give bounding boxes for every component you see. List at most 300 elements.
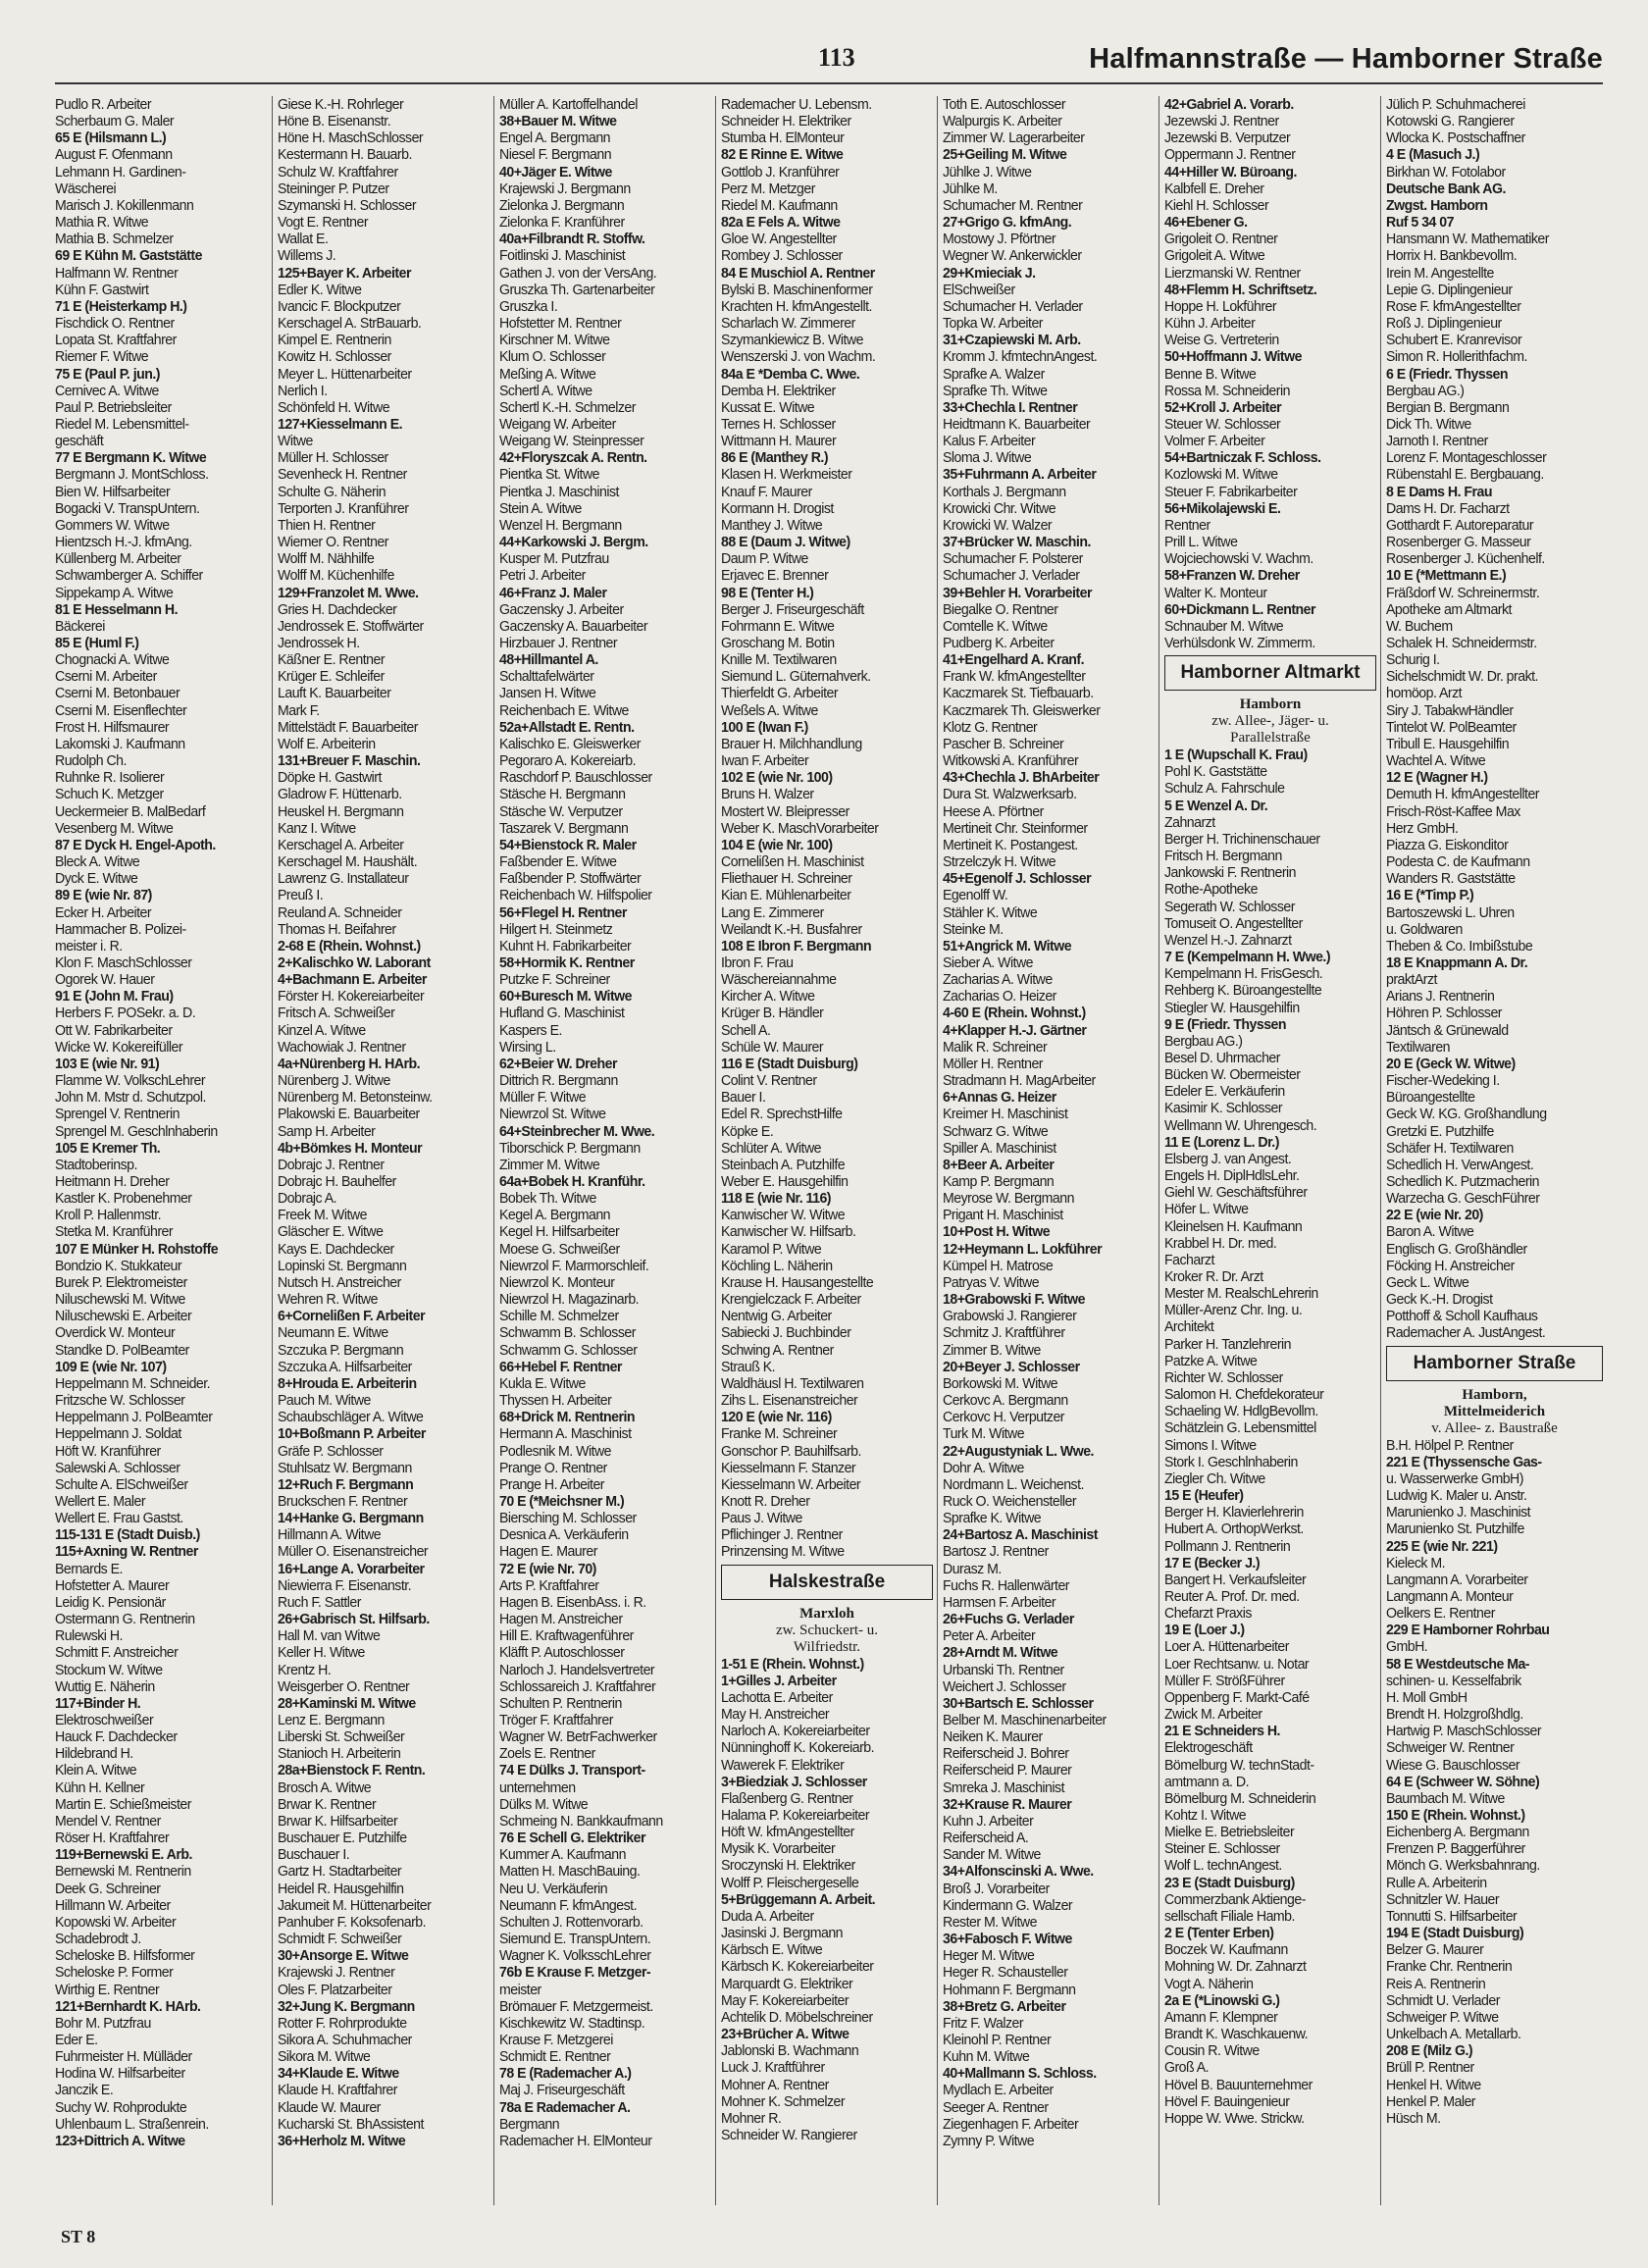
house-number-entry: 89 E (wie Nr. 87)	[55, 887, 152, 904]
resident-entry: Vogt A. Näherin	[1164, 1975, 1254, 1992]
resident-entry: Bien W. Hilfsarbeiter	[55, 483, 171, 500]
resident-entry: Nünninghoff K. Kokereiarb.	[721, 1739, 875, 1757]
resident-entry: Sander M. Witwe	[943, 1846, 1041, 1864]
resident-entry: Hövel B. Bauunternehmer	[1164, 2076, 1313, 2093]
resident-entry: Röser H. Kraftfahrer	[55, 1830, 170, 1847]
resident-entry: Brüll P. Rentner	[1386, 2059, 1474, 2077]
resident-entry: Dobrajc A.	[278, 1190, 337, 1208]
house-number-entry: 4a+Nürenberg H. HArb.	[278, 1055, 421, 1072]
resident-entry: Kuhnt H. Fabrikarbeiter	[499, 937, 632, 954]
resident-entry: Möller H. Rentner	[943, 1055, 1043, 1072]
resident-entry: Oppenberg F. Markt-Café	[1164, 1688, 1310, 1706]
resident-entry: Hirzbauer J. Rentner	[499, 635, 618, 651]
resident-entry: Szczuka A. Hilfsarbeiter	[278, 1358, 412, 1375]
resident-entry: Wellmann W. Uhrengesch.	[1164, 1116, 1317, 1134]
resident-entry: Gotthardt F. Autoreparatur	[1386, 516, 1534, 534]
resident-entry: Krengielczack F. Arbeiter	[721, 1291, 861, 1309]
resident-entry: Pauch M. Witwe	[278, 1392, 371, 1410]
resident-entry: Textilwaren	[1386, 1038, 1451, 1056]
house-number-entry: 42+Floryszcak A. Rentn.	[499, 449, 647, 467]
resident-entry: Mathia B. Schmelzer	[55, 231, 174, 248]
resident-entry: Neiken K. Maurer	[943, 1728, 1043, 1746]
resident-entry: Reichenbach E. Witwe	[499, 701, 629, 719]
resident-entry: Durasz M.	[943, 1560, 1002, 1577]
resident-entry: Hansmann W. Mathematiker	[1386, 231, 1549, 248]
resident-entry: Berger H. Klavierlehrerin	[1164, 1504, 1304, 1521]
house-number-entry: 194 E (Stadt Duisburg)	[1386, 1925, 1524, 1942]
resident-entry: Sevenheck H. Rentner	[278, 466, 407, 484]
resident-entry: Kormann H. Drogist	[721, 499, 834, 517]
resident-entry: Edel R. SprechstHilfe	[721, 1106, 843, 1123]
resident-entry: Kestermann H. Bauarb.	[278, 146, 412, 164]
house-number-entry: 27+Grigo G. kfmAng.	[943, 214, 1072, 232]
resident-entry: Arians J. Rentnerin	[1386, 988, 1495, 1005]
resident-entry: Krowicki Chr. Witwe	[943, 499, 1056, 517]
resident-entry: Niesel F. Bergmann	[499, 146, 612, 164]
resident-entry: Kärbsch E. Witwe	[721, 1941, 823, 1959]
resident-entry: Putzke F. Schreiner	[499, 971, 610, 989]
resident-entry: Marquardt G. Elektriker	[721, 1975, 853, 1992]
resident-entry: Baumbach M. Witwe	[1386, 1789, 1505, 1807]
house-number-entry: 32+Krause R. Maurer	[943, 1795, 1072, 1813]
resident-entry: Kussat E. Witwe	[721, 398, 815, 416]
resident-entry: Stanioch H. Arbeiterin	[278, 1745, 401, 1763]
resident-entry: Niewierra F. Eisenanstr.	[278, 1576, 412, 1594]
house-number-entry: 38+Bauer M. Witwe	[499, 113, 617, 130]
resident-entry: Theben & Co. Imbißstube	[1386, 937, 1533, 954]
resident-entry: Weigang W. Arbeiter	[499, 415, 616, 433]
house-number-entry: 41+Engelhard A. Kranf.	[943, 651, 1085, 669]
resident-entry: Scheloske P. Former	[55, 1964, 174, 1982]
column-divider	[937, 96, 938, 2205]
resident-entry: Jendrossek E. Stoffwärter	[278, 617, 424, 635]
resident-entry: Müller H. Schlosser	[278, 449, 388, 467]
resident-entry: Hientzsch H.-J. kfmAng.	[55, 534, 192, 551]
resident-entry: Kopowski W. Arbeiter	[55, 1913, 177, 1931]
resident-entry: Tonnutti S. Hilfsarbeiter	[1386, 1907, 1518, 1925]
resident-entry: Kläfft P. Autoschlosser	[499, 1644, 625, 1662]
resident-entry: Stiegler W. Hausgehilfin	[1164, 999, 1300, 1016]
resident-entry: Korthals J. Bergmann	[943, 483, 1066, 500]
house-number-entry: 4b+Bömkes H. Monteur	[278, 1139, 423, 1157]
resident-entry: Jendrossek H.	[278, 635, 360, 651]
house-number-entry: 48+Hillmantel A.	[499, 651, 598, 669]
house-number-entry: Zwgst. Hamborn	[1386, 196, 1488, 214]
resident-entry: Foitlinski J. Maschinist	[499, 247, 626, 265]
resident-entry: Oles F. Platzarbeiter	[278, 1981, 392, 1998]
resident-entry: Ternes H. Schlosser	[721, 415, 836, 433]
resident-entry: Mittelstädt F. Bauarbeiter	[278, 718, 418, 736]
resident-entry: Topka W. Arbeiter	[943, 315, 1043, 333]
resident-entry: Manthey J. Witwe	[721, 516, 823, 534]
resident-entry: Schmeing N. Bankkaufmann	[499, 1812, 663, 1830]
house-number-entry: 77 E Bergmann K. Witwe	[55, 449, 207, 467]
resident-entry: Ecker H. Arbeiter	[55, 903, 152, 921]
resident-entry: Rudolph Ch.	[55, 752, 127, 770]
resident-entry: Smreka J. Maschinist	[943, 1778, 1064, 1796]
resident-entry: Grigoleit O. Rentner	[1164, 231, 1278, 248]
resident-entry: Geck L. Witwe	[1386, 1273, 1469, 1291]
resident-entry: Neumann F. kfmAngest.	[499, 1896, 637, 1914]
resident-entry: Mendel V. Rentner	[55, 1812, 161, 1830]
resident-entry: Achtelik D. Möbelschreiner	[721, 2008, 873, 2026]
resident-entry: praktArzt	[1386, 971, 1437, 989]
house-number-entry: 36+Fabosch F. Witwe	[943, 1931, 1072, 1948]
resident-entry: Nürenberg J. Witwe	[278, 1072, 390, 1090]
resident-entry: Gretzki E. Putzhilfe	[1386, 1122, 1494, 1140]
resident-entry: Lepie G. Diplingenieur	[1386, 281, 1513, 298]
resident-entry: Hagen M. Anstreicher	[499, 1611, 623, 1628]
resident-entry: Brömauer F. Metzgermeist.	[499, 1997, 653, 2015]
resident-entry: Chefarzt Praxis	[1164, 1605, 1252, 1623]
resident-entry: Besel D. Uhrmacher	[1164, 1049, 1280, 1066]
house-number-entry: 43+Chechla J. BhArbeiter	[943, 769, 1100, 787]
house-number-entry: 2a E (*Linowski G.)	[1164, 1991, 1280, 2009]
house-number-entry: 15 E (Heufer)	[1164, 1487, 1244, 1505]
resident-entry: Büroangestellte	[1386, 1089, 1475, 1107]
resident-entry: Warzecha G. GeschFührer	[1386, 1190, 1540, 1208]
house-number-entry: 9 E (Friedr. Thyssen	[1164, 1015, 1287, 1033]
resident-entry: Langmann A. Vorarbeiter	[1386, 1571, 1528, 1588]
resident-entry: Jakumeit M. Hüttenarbeiter	[278, 1896, 432, 1914]
resident-entry: Sabiecki J. Buchbinder	[721, 1324, 851, 1342]
resident-entry: Weichert J. Schlosser	[943, 1677, 1066, 1695]
resident-entry: Sprengel V. Rentnerin	[55, 1106, 180, 1123]
resident-entry: Knott R. Dreher	[721, 1492, 810, 1510]
resident-entry: Turk M. Witwe	[943, 1425, 1025, 1443]
resident-entry: Elektroschweißer	[55, 1712, 154, 1728]
house-number-entry: 4+Bachmann E. Arbeiter	[278, 971, 427, 989]
house-number-entry: 84 E Muschiol A. Rentner	[721, 264, 875, 282]
resident-entry: Keller H. Witwe	[278, 1644, 365, 1662]
resident-entry: Sroczynski H. Elektriker	[721, 1857, 855, 1875]
resident-entry: Pohl K. Gaststätte	[1164, 763, 1267, 781]
resident-entry: Heitmann H. Dreher	[55, 1173, 170, 1190]
house-number-entry: 31+Czapiewski M. Arb.	[943, 332, 1081, 349]
resident-entry: Jühlke J. Witwe	[943, 163, 1032, 180]
resident-entry: Benne B. Witwe	[1164, 365, 1257, 383]
resident-entry: Irein M. Angestellte	[1386, 264, 1494, 282]
resident-entry: u. Wasserwerke GmbH)	[1386, 1469, 1523, 1487]
house-number-entry: 100 E (Iwan F.)	[721, 718, 808, 736]
house-number-entry: 33+Chechla I. Rentner	[943, 398, 1078, 416]
resident-entry: Malik R. Schreiner	[943, 1038, 1048, 1056]
house-number-entry: 7 E (Kempelmann H. Wwe.)	[1164, 949, 1331, 966]
resident-entry: Pudlo R. Arbeiter	[55, 96, 152, 113]
house-number-entry: 34+Alfonscinski A. Wwe.	[943, 1863, 1094, 1881]
resident-entry: Stadtoberinsp.	[55, 1156, 137, 1173]
resident-entry: Wittmann H. Maurer	[721, 433, 837, 450]
resident-entry: Oppermann J. Rentner	[1164, 146, 1296, 164]
resident-entry: Sprafke A. Walzer	[943, 365, 1045, 383]
resident-entry: Gläscher E. Witwe	[278, 1223, 384, 1241]
resident-entry: Nentwig G. Arbeiter	[721, 1308, 832, 1325]
resident-entry: Kimpel E. Rentnerin	[278, 332, 391, 349]
house-number-entry: 8+Beer A. Arbeiter	[943, 1156, 1055, 1173]
resident-entry: Thyssen H. Arbeiter	[499, 1392, 612, 1410]
resident-entry: Rademacher U. Lebensm.	[721, 96, 872, 113]
resident-entry: Krajewski J. Rentner	[278, 1964, 395, 1982]
resident-entry: Schulz A. Fahrschule	[1164, 780, 1285, 798]
resident-entry: Riedel M. Lebensmittel-	[55, 415, 189, 433]
house-number-entry: 48+Flemm H. Schriftsetz.	[1164, 281, 1317, 298]
resident-entry: Krabbel H. Dr. med.	[1164, 1234, 1277, 1252]
resident-entry: meister i. R.	[55, 937, 123, 954]
house-number-entry: 50+Hoffmann J. Witwe	[1164, 348, 1302, 366]
resident-entry: Weber E. Hausgehilfin	[721, 1173, 849, 1190]
house-number-entry: 12+Heymann L. Lokführer	[943, 1240, 1103, 1258]
resident-entry: Tintelot W. PolBeamter	[1386, 718, 1517, 736]
house-number-entry: 72 E (wie Nr. 70)	[499, 1560, 596, 1577]
resident-entry: Sprafke K. Witwe	[943, 1510, 1042, 1527]
resident-entry: amtmann a. D.	[1164, 1773, 1249, 1790]
house-number-entry: 68+Drick M. Rentnerin	[499, 1409, 636, 1426]
resident-entry: Rulle A. Arbeiterin	[1386, 1874, 1487, 1891]
resident-entry: Waldhäusl H. Textilwaren	[721, 1374, 864, 1392]
house-number-entry: 28+Kaminski M. Witwe	[278, 1694, 416, 1712]
resident-entry: Egenolff W.	[943, 887, 1008, 904]
resident-entry: Jäntsch & Grünewald	[1386, 1021, 1509, 1039]
resident-entry: Arts P. Kraftfahrer	[499, 1576, 599, 1594]
resident-entry: Eichenberg A. Bergmann	[1386, 1824, 1529, 1841]
resident-entry: Höfer L. Witwe	[1164, 1201, 1249, 1218]
resident-entry: Wegner W. Ankerwickler	[943, 247, 1082, 265]
resident-entry: Stäsche H. Bergmann	[499, 786, 626, 803]
resident-entry: Geck W. KG. Großhandlung	[1386, 1106, 1547, 1123]
resident-entry: Gathen J. von der VersAng.	[499, 264, 657, 282]
resident-entry: Küllenberg M. Arbeiter	[55, 550, 181, 568]
resident-entry: Hufland G. Maschinist	[499, 1005, 625, 1022]
resident-entry: Kalus F. Arbeiter	[943, 433, 1036, 450]
house-number-entry: 6+Cornelißen F. Arbeiter	[278, 1308, 426, 1325]
resident-entry: Kaczmarek St. Tiefbauarb.	[943, 685, 1094, 702]
resident-entry: Salewski A. Schlosser	[55, 1459, 180, 1476]
resident-entry: Schätzlein G. Lebensmittel	[1164, 1419, 1316, 1437]
resident-entry: Fritz F. Walzer	[943, 2014, 1024, 2032]
house-number-entry: 87 E Dyck H. Engel-Apoth.	[55, 836, 216, 853]
resident-entry: Schwarz G. Witwe	[943, 1122, 1049, 1140]
resident-entry: Faßbender E. Witwe	[499, 853, 617, 871]
resident-entry: Comtelle K. Witwe	[943, 617, 1048, 635]
resident-entry: Zimmer W. Lagerarbeiter	[943, 129, 1085, 147]
resident-entry: Bergmann	[499, 2115, 560, 2133]
resident-entry: Sprengel M. Geschlnhaberin	[55, 1122, 218, 1140]
house-number-entry: 24+Bartosz A. Maschinist	[943, 1526, 1098, 1544]
house-number-entry: 56+Flegel H. Rentner	[499, 903, 627, 921]
resident-entry: Kiesselmann F. Stanzer	[721, 1459, 856, 1476]
house-number-entry: 115-131 E (Stadt Duisb.)	[55, 1526, 200, 1544]
resident-entry: Kärbsch K. Kokereiarbeiter	[721, 1958, 874, 1976]
resident-entry: Föcking H. Anstreicher	[1386, 1257, 1515, 1274]
resident-entry: Baron A. Witwe	[1386, 1223, 1474, 1241]
resident-entry: Höne H. MaschSchlosser	[278, 129, 424, 147]
house-number-entry: 71 E (Heisterkamp H.)	[55, 297, 187, 315]
resident-entry: Perz M. Metzger	[721, 180, 815, 197]
house-number-entry: 75 E (Paul P. jun.)	[55, 365, 160, 383]
house-number-entry: 16+Lange A. Vorarbeiter	[278, 1560, 425, 1577]
resident-entry: Cserni M. Arbeiter	[55, 668, 157, 686]
resident-entry: Hüsch M.	[1386, 2109, 1441, 2127]
resident-entry: H. Moll GmbH	[1386, 1688, 1468, 1706]
resident-entry: Zacharias O. Heizer	[943, 988, 1056, 1005]
resident-entry: Buschauer I.	[278, 1846, 350, 1864]
resident-entry: Mark F.	[278, 701, 320, 719]
resident-entry: Kuhn J. Arbeiter	[943, 1812, 1034, 1830]
resident-entry: Raschdorf P. Bauschlosser	[499, 769, 652, 787]
resident-entry: Belber M. Maschinenarbeiter	[943, 1712, 1107, 1728]
resident-entry: Schulte G. Näherin	[278, 483, 386, 500]
resident-entry: Niluschewski M. Witwe	[55, 1291, 185, 1309]
resident-entry: Gloe W. Angestellter	[721, 231, 837, 248]
header-rule	[55, 82, 1603, 84]
resident-entry: Narloch J. Handelsvertreter	[499, 1661, 655, 1678]
resident-entry: Groschang M. Botin	[721, 635, 835, 651]
resident-entry: Maj J. Friseurgeschäft	[499, 2082, 625, 2099]
resident-entry: Walpurgis K. Arbeiter	[943, 113, 1062, 130]
street-heading: Halskestraße	[721, 1565, 933, 1600]
resident-entry: Wiese G. Bauschlosser	[1386, 1756, 1520, 1774]
resident-entry: Cerkovc H. Verputzer	[943, 1409, 1065, 1426]
resident-entry: Kusper M. Putzfrau	[499, 550, 609, 568]
resident-entry: Simon R. Hollerithfachm.	[1386, 348, 1527, 366]
house-number-entry: 107 E Münker H. Rohstoffe	[55, 1240, 219, 1258]
resident-entry: Kanwischer W. Hilfsarb.	[721, 1223, 856, 1241]
resident-entry: Sprafke Th. Witwe	[943, 382, 1048, 399]
resident-entry: Geck K.-H. Drogist	[1386, 1291, 1493, 1309]
house-number-entry: 64 E (Schweer W. Söhne)	[1386, 1773, 1540, 1790]
directory-column-5	[943, 96, 1155, 2205]
resident-entry: Kirschner M. Witwe	[499, 332, 610, 349]
resident-entry: Steinke M.	[943, 920, 1004, 938]
resident-entry: Buschauer E. Putzhilfe	[278, 1830, 407, 1847]
resident-entry: W. Buchem	[1386, 617, 1453, 635]
resident-entry: Wehren R. Witwe	[278, 1291, 378, 1309]
house-number-entry: 82 E Rinne E. Witwe	[721, 146, 844, 164]
resident-entry: unternehmen	[499, 1778, 576, 1796]
resident-entry: Sichelschmidt W. Dr. prakt.	[1386, 668, 1538, 686]
resident-entry: Vogt E. Rentner	[278, 214, 369, 232]
resident-entry: Kreimer H. Maschinist	[943, 1106, 1068, 1123]
resident-entry: Cserni M. Eisenflechter	[55, 701, 187, 719]
resident-entry: Schadebrodt J.	[55, 1931, 141, 1948]
resident-entry: Bäckerei	[55, 617, 105, 635]
resident-entry: Ziegenhagen F. Arbeiter	[943, 2115, 1079, 2133]
house-number-entry: 65 E (Hilsmann L.)	[55, 129, 167, 147]
resident-entry: Kircher A. Witwe	[721, 988, 815, 1005]
resident-entry: Siemund L. Güternahverk.	[721, 668, 871, 686]
house-number-entry: 117+Binder H.	[55, 1694, 141, 1712]
resident-entry: Bruns H. Walzer	[721, 786, 814, 803]
resident-entry: Mohner R.	[721, 2109, 782, 2127]
resident-entry: Wagner K. VolksschLehrer	[499, 1947, 651, 1965]
resident-entry: Scherbaum G. Maler	[55, 113, 175, 130]
house-number-entry: 78a E Rademacher A.	[499, 2098, 631, 2116]
resident-entry: Strzelczyk H. Witwe	[943, 853, 1056, 871]
resident-entry: Bauer I.	[721, 1089, 766, 1107]
resident-entry: Hagen B. EisenbAss. i. R.	[499, 1593, 646, 1611]
resident-entry: Wicke W. Kokereifüller	[55, 1038, 183, 1056]
resident-entry: Zielonka J. Bergmann	[499, 196, 625, 214]
resident-entry: Samp H. Arbeiter	[278, 1122, 376, 1140]
resident-entry: Gräfe P. Schlosser	[278, 1442, 384, 1460]
resident-entry: Piazza G. Eiskonditor	[1386, 836, 1509, 853]
resident-entry: GmbH.	[1386, 1638, 1428, 1656]
resident-entry: Steuer W. Schlosser	[1164, 415, 1281, 433]
resident-entry: Heidel R. Hausgehilfin	[278, 1880, 404, 1897]
resident-entry: Zacharias A. Witwe	[943, 971, 1053, 989]
resident-entry: Schaubschläger A. Witwe	[278, 1409, 424, 1426]
resident-entry: Thierfeldt G. Arbeiter	[721, 685, 839, 702]
resident-entry: Fuchs R. Hallenwärter	[943, 1576, 1069, 1594]
house-number-entry: 81 E Hesselmann H.	[55, 600, 179, 618]
house-number-entry: 208 E (Milz G.)	[1386, 2042, 1473, 2060]
resident-entry: Mostert W. Bleipresser	[721, 802, 850, 820]
resident-entry: Brauer H. Milchhandlung	[721, 735, 862, 752]
house-number-entry: 37+Brücker W. Maschin.	[943, 534, 1091, 551]
resident-entry: Kerschagel A. StrBauarb.	[278, 315, 422, 333]
resident-entry: Neumann E. Witwe	[278, 1324, 388, 1342]
resident-entry: Ueckermeier B. MalBedarf	[55, 802, 206, 820]
resident-entry: Käßner E. Rentner	[278, 651, 386, 669]
resident-entry: Bergbau AG.)	[1386, 382, 1465, 399]
resident-entry: Burek P. Elektromeister	[55, 1273, 187, 1291]
resident-entry: Witkowski A. Kranführer	[943, 752, 1079, 770]
resident-entry: Schulten P. Rentnerin	[499, 1694, 622, 1712]
resident-entry: Prigant H. Maschinist	[943, 1207, 1063, 1224]
resident-entry: May H. Anstreicher	[721, 1706, 830, 1724]
resident-entry: Rademacher H. ElMonteur	[499, 2132, 652, 2149]
house-number-entry: 131+Breuer F. Maschin.	[278, 752, 421, 770]
resident-entry: Cerkovc A. Bergmann	[943, 1392, 1068, 1410]
resident-entry: Heuskel H. Bergmann	[278, 802, 404, 820]
resident-entry: Luck J. Kraftführer	[721, 2059, 825, 2077]
resident-entry: Richter W. Schlosser	[1164, 1368, 1283, 1386]
resident-entry: Scheloske B. Hilfsformer	[55, 1947, 195, 1965]
resident-entry: Stockum W. Witwe	[55, 1661, 163, 1678]
resident-entry: Dura St. Walzwerksarb.	[943, 786, 1077, 803]
resident-entry: Nürenberg M. Betonsteinw.	[278, 1089, 433, 1107]
directory-column-6	[1164, 96, 1376, 2205]
house-number-entry: 221 E (Thyssensche Gas-	[1386, 1453, 1542, 1470]
resident-entry: Plakowski E. Bauarbeiter	[278, 1106, 420, 1123]
resident-entry: Hillmann A. Witwe	[278, 1526, 382, 1544]
resident-entry: Köchling L. Näherin	[721, 1257, 833, 1274]
resident-entry: Kukla E. Witwe	[499, 1374, 586, 1392]
resident-entry: Zwick M. Arbeiter	[1164, 1706, 1262, 1724]
resident-entry: Rothe-Apotheke	[1164, 881, 1258, 899]
street-location-note: Hamborn,	[1462, 1386, 1527, 1403]
resident-entry: Schneider H. Elektriker	[721, 113, 851, 130]
house-number-entry: 64+Steinbrecher M. Wwe.	[499, 1122, 655, 1140]
resident-entry: Kaspers E.	[499, 1021, 562, 1039]
house-number-entry: 69 E Kühn M. Gaststätte	[55, 247, 202, 265]
house-number-entry: 23 E (Stadt Duisburg)	[1164, 1874, 1295, 1891]
resident-entry: May F. Kokereiarbeiter	[721, 1991, 850, 2009]
resident-entry: Mohner K. Schmelzer	[721, 2092, 846, 2110]
resident-entry: Fritsch A. Schweißer	[278, 1005, 395, 1022]
house-number-entry: 40+Jäger E. Witwe	[499, 163, 612, 180]
resident-entry: Herz GmbH.	[1386, 819, 1459, 837]
resident-entry: Weigang W. Steinpresser	[499, 433, 644, 450]
resident-entry: Commerzbank Aktienge-	[1164, 1890, 1306, 1908]
house-number-entry: 46+Ebener G.	[1164, 214, 1248, 232]
resident-entry: Schertl K.-H. Schmelzer	[499, 398, 636, 416]
resident-entry: Kegel H. Hilfsarbeiter	[499, 1223, 620, 1241]
resident-entry: Schalttafelwärter	[499, 668, 594, 686]
resident-entry: Kühn J. Arbeiter	[1164, 315, 1256, 333]
resident-entry: Dobrajc H. Bauhelfer	[278, 1173, 396, 1190]
resident-entry: Facharzt	[1164, 1251, 1214, 1268]
